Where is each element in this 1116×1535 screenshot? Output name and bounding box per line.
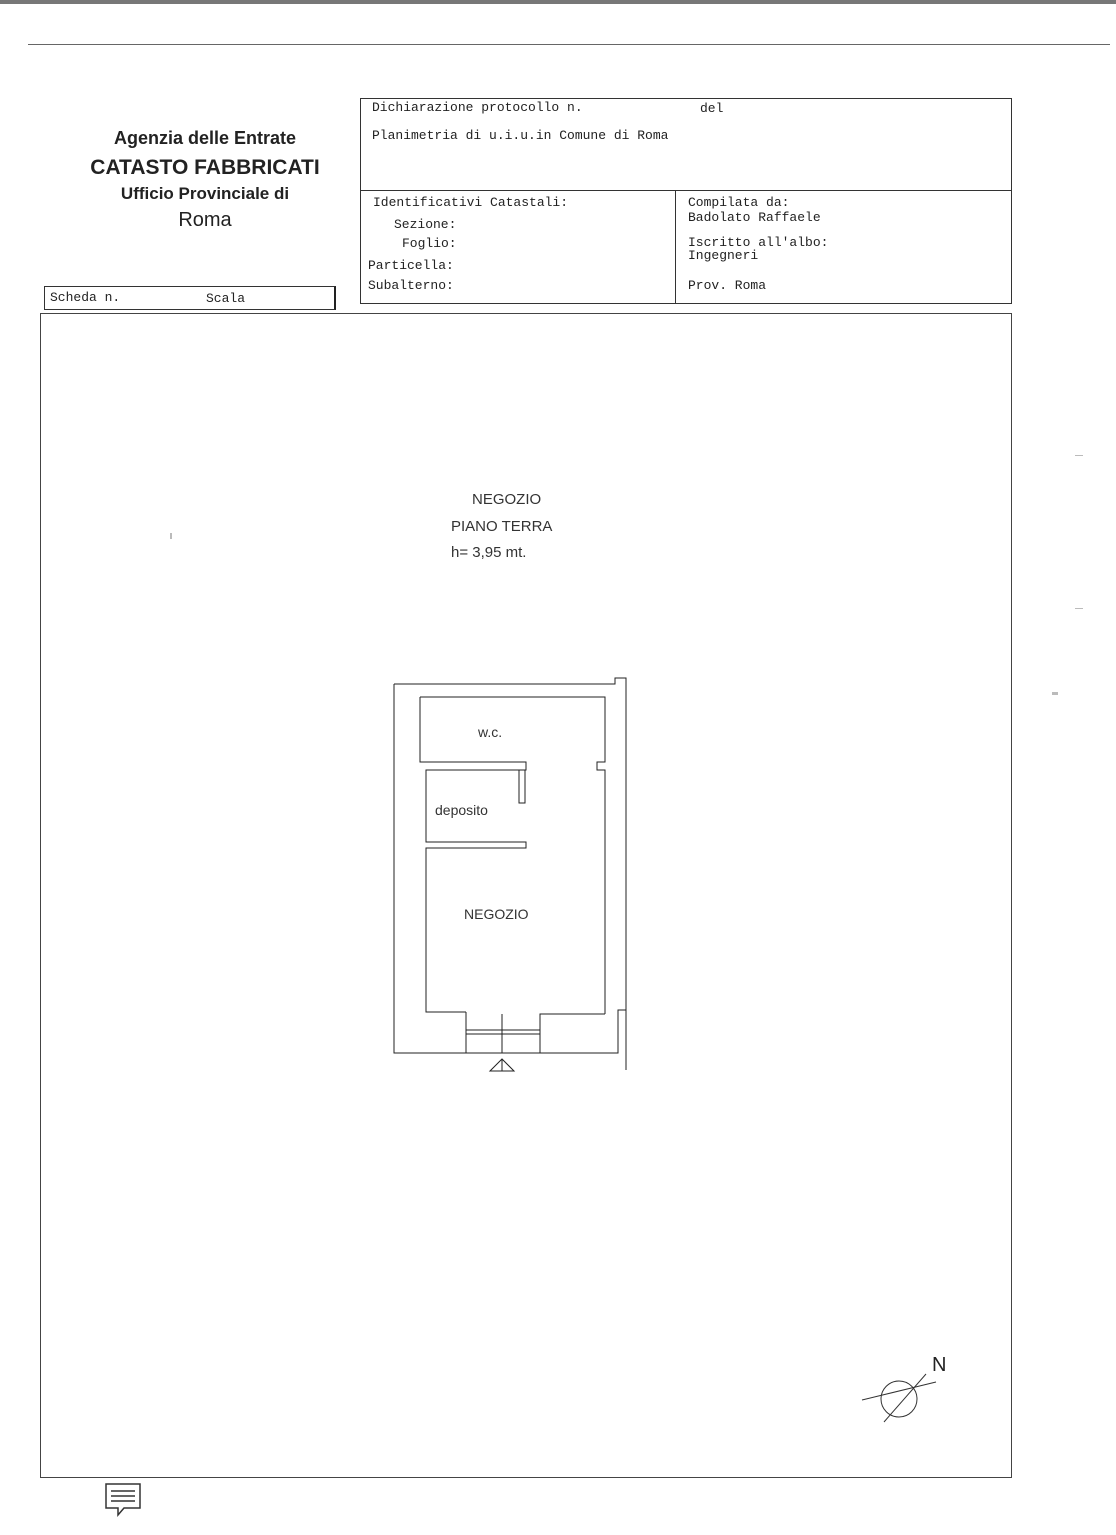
- agency-line2: CATASTO FABBRICATI: [90, 156, 320, 179]
- comment-icon[interactable]: [104, 1482, 142, 1518]
- north-label: N: [932, 1354, 947, 1376]
- compiler-name: Badolato Raffaele: [688, 210, 821, 225]
- room-wc-label: w.c.: [478, 724, 503, 740]
- identifiers-title: Identificativi Catastali:: [373, 195, 569, 210]
- compiler-label: Compilata da:: [688, 195, 790, 210]
- floor-plan: [380, 670, 640, 1080]
- scheda-label: Scheda n.: [50, 290, 121, 305]
- prov-label: Prov. Roma: [688, 278, 767, 293]
- scan-top-edge: [0, 0, 1116, 4]
- plan-text: Planimetria di u.i.u.in Comune di Roma: [372, 128, 669, 143]
- sezione-label: Sezione:: [394, 217, 457, 232]
- plan-floor: PIANO TERRA: [451, 518, 553, 535]
- protocol-label: Dichiarazione protocollo n.: [372, 100, 583, 115]
- albo-label: Iscritto all'albo:: [688, 235, 829, 250]
- room-negozio-label: NEGOZIO: [464, 906, 529, 922]
- scan-speck: [170, 533, 172, 539]
- room-deposito-label: deposito: [435, 802, 488, 818]
- plan-height: h= 3,95 mt.: [451, 544, 527, 561]
- agency-line1: Agenzia delle Entrate: [113, 128, 297, 148]
- scan-speck: [1075, 608, 1083, 609]
- del-label: del: [700, 101, 724, 116]
- particella-label: Particella:: [368, 258, 454, 273]
- scala-label: Scala: [206, 291, 246, 306]
- agency-line4: Roma: [178, 209, 232, 231]
- scan-speck: [1075, 455, 1083, 456]
- declaration-divider: [360, 190, 1012, 191]
- scan-speck: [1052, 692, 1058, 695]
- albo-value: Ingegneri: [688, 248, 759, 263]
- entrance-triangle-icon: [490, 1059, 514, 1071]
- header-rule: [28, 44, 1110, 45]
- north-arrow-icon: [860, 1370, 940, 1430]
- plan-title: NEGOZIO: [472, 491, 542, 508]
- subalterno-label: Subalterno:: [368, 278, 454, 293]
- identifiers-divider: [675, 190, 676, 304]
- foglio-label: Foglio:: [402, 236, 457, 251]
- agency-line3: Ufficio Provinciale di: [120, 184, 290, 203]
